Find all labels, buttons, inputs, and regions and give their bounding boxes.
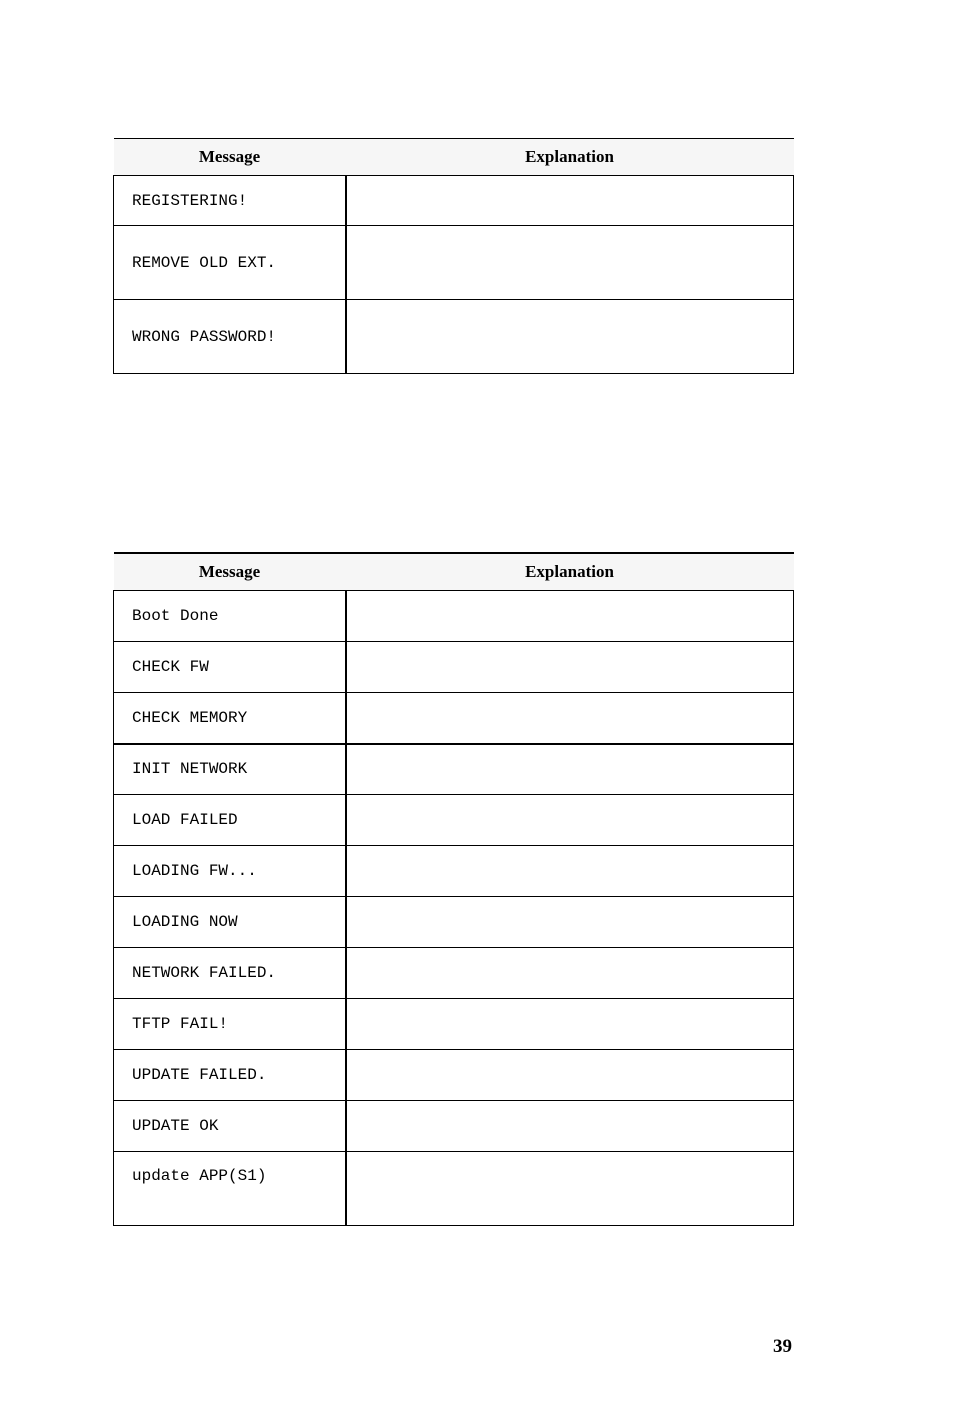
table-row	[114, 897, 794, 948]
table-row	[114, 846, 794, 897]
message-cell: REMOVE OLD EXT.	[114, 226, 346, 300]
message-table-2	[113, 552, 794, 1226]
explanation-cell	[346, 897, 794, 948]
table-header-row	[114, 553, 794, 591]
message-cell: Boot Done	[114, 591, 346, 642]
message-cell: WRONG PASSWORD!	[114, 300, 346, 374]
table-row	[114, 1152, 794, 1226]
table-header-row	[114, 139, 794, 176]
explanation-cell	[346, 1050, 794, 1101]
table-row	[114, 693, 794, 744]
explanation-cell	[346, 744, 794, 795]
table-row	[114, 176, 794, 226]
message-table-1	[113, 138, 794, 374]
message-cell: NETWORK FAILED.	[114, 948, 346, 999]
explanation-cell	[346, 226, 794, 300]
message-cell: UPDATE OK	[114, 1101, 346, 1152]
message-cell: INIT NETWORK	[114, 744, 346, 795]
table-row	[114, 795, 794, 846]
explanation-cell	[346, 1152, 794, 1226]
explanation-cell	[346, 1101, 794, 1152]
explanation-cell	[346, 999, 794, 1050]
table-row	[114, 999, 794, 1050]
explanation-cell	[346, 693, 794, 744]
explanation-cell	[346, 846, 794, 897]
message-cell: LOADING FW...	[114, 846, 346, 897]
explanation-cell	[346, 176, 794, 226]
message-cell: LOADING NOW	[114, 897, 346, 948]
table-row	[114, 300, 794, 374]
message-cell: CHECK FW	[114, 642, 346, 693]
table-row	[114, 642, 794, 693]
table-row	[114, 948, 794, 999]
message-cell: LOAD FAILED	[114, 795, 346, 846]
table-row	[114, 1101, 794, 1152]
message-cell: TFTP FAIL!	[114, 999, 346, 1050]
table-row	[114, 591, 794, 642]
explanation-cell	[346, 948, 794, 999]
message-cell: UPDATE FAILED.	[114, 1050, 346, 1101]
table-row	[114, 744, 794, 795]
message-cell: update APP(S1)	[114, 1152, 346, 1226]
message-cell: CHECK MEMORY	[114, 693, 346, 744]
explanation-cell	[346, 300, 794, 374]
table-row	[114, 1050, 794, 1101]
table-row	[114, 226, 794, 300]
column-header-message: Message	[114, 553, 346, 591]
column-header-explanation: Explanation	[346, 139, 794, 176]
column-header-message: Message	[114, 139, 346, 176]
explanation-cell	[346, 642, 794, 693]
page-number: 39	[773, 1336, 792, 1357]
explanation-cell	[346, 795, 794, 846]
message-cell: REGISTERING!	[114, 176, 346, 226]
explanation-cell	[346, 591, 794, 642]
column-header-explanation: Explanation	[346, 553, 794, 591]
